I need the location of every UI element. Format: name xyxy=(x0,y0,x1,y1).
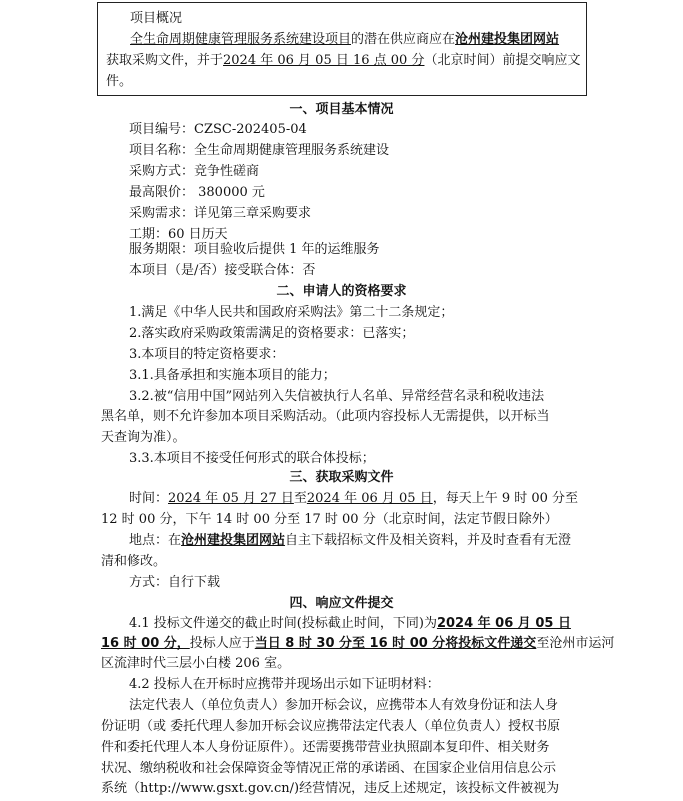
deadline-underlined: 2024 年 06 月 05 日 16 点 00 分 xyxy=(223,53,425,68)
website-name: 沧州建投集团网站 xyxy=(181,533,286,548)
section-2-line: 1.满足《中华人民共和国政府采购法》第二十二条规定； xyxy=(129,305,454,320)
acquisition-method: 方式：自行下载 xyxy=(129,575,221,590)
submission-para-2-line: 件和委托代理人本人身份证原件）。还需要携带营业执照副本复印件、相关财务 xyxy=(101,740,550,755)
section-1-line: 最高限价： 380000 元 xyxy=(129,185,265,200)
submission-para-2-line: 份证明（或 委托代理人参加开标会议应携带法定代表人（单位负责人）授权书原 xyxy=(101,719,561,734)
submission-text: 投标人应于 xyxy=(189,636,255,651)
overview-title: 项目概况 xyxy=(130,11,183,26)
overview-box xyxy=(97,2,587,96)
section-1-line: 工期：60 日历天 xyxy=(129,227,228,242)
section-3-heading: 三、获取采购文件 xyxy=(289,470,394,485)
overview-line-2 xyxy=(106,50,581,71)
section-2-line: 2.落实政府采购政策需满足的资格要求：已落实； xyxy=(129,326,415,341)
section-2-line: 黑名单，则不允许参加本项目采购活动。（此项内容投标人无需提供，以开标当 xyxy=(101,409,550,424)
end-date: 2024 年 06 月 05 日 xyxy=(306,491,433,506)
section-1-line: 采购方式：竞争性磋商 xyxy=(129,164,260,179)
submission-window: 当日 8 时 30 分至 16 时 00 分将投标文件递交 xyxy=(254,636,537,651)
overview-text: （北京时间）前提交响应文 xyxy=(424,53,581,68)
section-2-line: 3.3.本项目不接受任何形式的联合体投标； xyxy=(129,451,375,466)
section-1-line: 项目编号：CZSC-202405-04 xyxy=(129,122,307,137)
section-1-heading: 一、项目基本情况 xyxy=(289,102,394,117)
section-2-line: 3.本项目的特定资格要求： xyxy=(129,347,285,362)
project-name-underlined: 全生命周期健康管理服务系统建设项目 xyxy=(130,32,352,47)
time-to: 至 xyxy=(293,491,307,506)
acquisition-time-line-2: 12 时 00 分，下午 14 时 00 分至 17 时 00 分（北京时间，法定节假日除外） xyxy=(101,512,558,527)
acquisition-time xyxy=(129,489,578,509)
overview-line-3: 件。 xyxy=(106,74,133,89)
submission-text: 4.1 投标文件递交的截止时间(投标截止时间，下同)为 xyxy=(129,616,437,631)
submission-para-2-line: 4.2 投标人在开标时应携带并现场出示如下证明材料： xyxy=(129,677,440,692)
acquisition-place xyxy=(129,531,571,551)
section-2-line: 3.2.被“信用中国”网站列入失信被执行人名单、异常经营名录和税收违法 xyxy=(129,389,545,404)
place-text: 自主下载招标文件及相关资料，并及时查看有无澄 xyxy=(285,533,572,548)
website-name: 沧州建投集团网站 xyxy=(455,32,560,47)
place-label: 地点：在 xyxy=(129,533,182,548)
overview-text: 获取采购文件，并于 xyxy=(106,53,224,68)
acquisition-place-line-2: 清和修改。 xyxy=(101,554,167,569)
submission-para-2-line: 状况、缴纳税收和社会保障资金等情况正常的承诺函、在国家企业信用信息公示 xyxy=(101,761,557,776)
section-2-line: 3.1.具备承担和实施本项目的能力； xyxy=(129,368,336,383)
section-1-line: 项目名称：全生命周期健康管理服务系统建设 xyxy=(129,143,390,158)
time-text: ，每天上午 9 时 00 分至 xyxy=(432,491,579,506)
overview-line-1 xyxy=(106,29,578,50)
start-date: 2024 年 05 月 27 日 xyxy=(168,491,294,506)
submission-text: 至沧州市运河 xyxy=(536,636,615,651)
section-2-line: 天查询为准）。 xyxy=(101,430,186,445)
section-2-heading: 二、申请人的资格要求 xyxy=(276,284,407,299)
submission-line-2 xyxy=(101,634,614,654)
overview-text: 的潜在供应商应在 xyxy=(351,32,456,47)
section-1-line: 本项目（是/否）接受联合体：否 xyxy=(129,263,316,278)
section-1-line: 服务期限：项目验收后提供 1 年的运维服务 xyxy=(129,242,380,257)
submission-para-2-line: 系统（http://www.gsxt.gov.cn/)经营情况，违反上述规定，该投标文件被视为 xyxy=(101,781,560,796)
submission-line-3: 区流津时代三层小白楼 206 室。 xyxy=(101,656,291,671)
section-1-line: 采购需求：详见第三章采购要求 xyxy=(129,206,312,221)
section-4-heading: 四、响应文件提交 xyxy=(289,596,394,611)
time-label: 时间： xyxy=(129,491,169,506)
submission-deadline-date: 2024 年 06 月 05 日 xyxy=(436,616,571,631)
submission-para-2-line: 法定代表人（单位负责人）参加开标会议，应携带本人有效身份证和法人身 xyxy=(129,698,559,713)
submission-line-1 xyxy=(129,614,571,634)
submission-deadline-time: 16 时 00 分， xyxy=(101,636,190,651)
